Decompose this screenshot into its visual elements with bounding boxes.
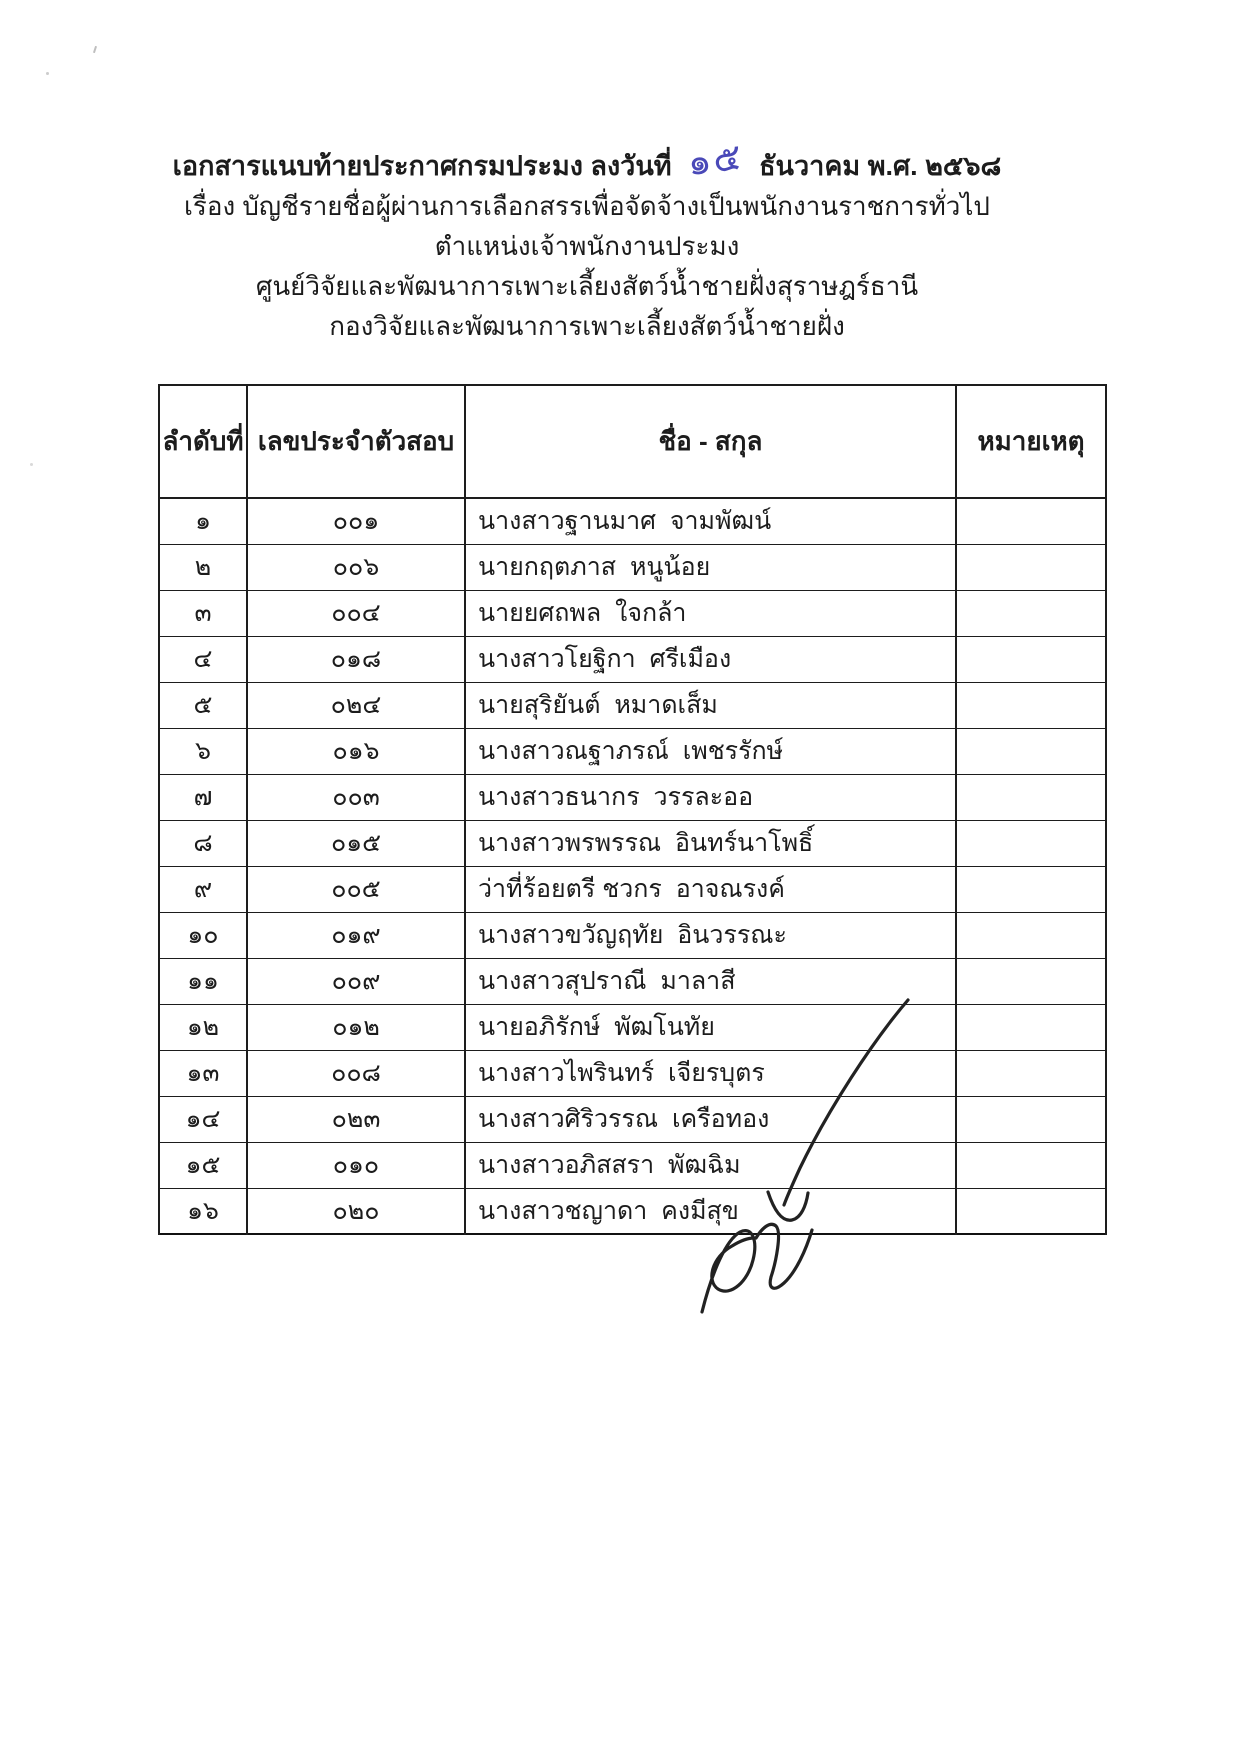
table-row [159,682,1106,728]
scan-speck [46,72,49,75]
header-line-5: กองวิจัยและพัฒนาการเพาะเลี้ยงสัตว์น้ำชายฝั่ง [329,311,845,341]
header-line1-prefix: เอกสารแนบท้ายประกาศกรมประมง ลงวันที่ [172,151,672,181]
table-row [159,544,1106,590]
cell-no: ๑๐ [159,912,247,958]
cell-note [956,866,1106,912]
cell-note [956,820,1106,866]
cell-name: นางสาวชญาดา คงมีสุข [465,1188,956,1234]
cell-id: ๐๑๒ [247,1004,465,1050]
cell-no: ๗ [159,774,247,820]
cell-no: ๒ [159,544,247,590]
cell-name: นายสุริยันต์ หมาดเส็ม [465,682,956,728]
cell-note [956,774,1106,820]
cell-id: ๐๒๐ [247,1188,465,1234]
table-row [159,774,1106,820]
header-line-3: ตำแหน่งเจ้าพนักงานประมง [434,231,740,261]
table-row [159,912,1106,958]
col-header-exam-id: เลขประจำตัวสอบ [247,385,465,498]
cell-id: ๐๐๔ [247,590,465,636]
cell-name: นายยศถพล ใจกล้า [465,590,956,636]
table-row [159,820,1106,866]
cell-id: ๐๒๓ [247,1096,465,1142]
cell-no: ๖ [159,728,247,774]
signature-loop-stroke [702,1231,755,1312]
cell-id: ๐๐๓ [247,774,465,820]
handwritten-date: ๑๕ [684,135,745,184]
cell-note [956,498,1106,544]
cell-note [956,728,1106,774]
cell-note [956,1096,1106,1142]
cell-id: ๐๐๘ [247,1050,465,1096]
cell-name: นางสาวฐานมาศ จามพัฒน์ [465,498,956,544]
header-line-1 [0,135,1174,186]
col-header-remark: หมายเหตุ [956,385,1106,498]
header-line1-suffix: ธันวาคม พ.ศ. ๒๕๖๘ [759,151,1002,181]
cell-id: ๐๒๔ [247,682,465,728]
table-header-row [159,385,1106,498]
cell-note [956,682,1106,728]
cell-no: ๑๕ [159,1142,247,1188]
cell-no: ๑๒ [159,1004,247,1050]
cell-name: นางสาวโยฐิกา ศรีเมือง [465,636,956,682]
cell-id: ๐๐๑ [247,498,465,544]
cell-note [956,912,1106,958]
cell-name: นางสาวขวัญฤทัย อินวรรณะ [465,912,956,958]
cell-no: ๙ [159,866,247,912]
cell-note [956,544,1106,590]
cell-id: ๐๐๙ [247,958,465,1004]
cell-id: ๐๑๖ [247,728,465,774]
cell-name: ว่าที่ร้อยตรี ชวกร อาจณรงค์ [465,866,956,912]
document-header [0,135,1174,346]
scan-speck [93,46,97,53]
cell-name: นายกฤตภาส หนูน้อย [465,544,956,590]
cell-note [956,958,1106,1004]
cell-no: ๘ [159,820,247,866]
cell-no: ๑๑ [159,958,247,1004]
cell-id: ๐๑๙ [247,912,465,958]
cell-no: ๑๔ [159,1096,247,1142]
cell-name: นางสาวณฐาภรณ์ เพชรรักษ์ [465,728,956,774]
cell-note [956,1142,1106,1188]
table-row [159,866,1106,912]
cell-no: ๑ [159,498,247,544]
cell-name: นางสาวไพรินทร์ เจียรบุตร [465,1050,956,1096]
cell-name: นางสาวธนากร วรรละออ [465,774,956,820]
cell-no: ๕ [159,682,247,728]
cell-name: นางสาวอภิสสรา พัฒฉิม [465,1142,956,1188]
cell-id: ๐๐๖ [247,544,465,590]
cell-note [956,1004,1106,1050]
cell-note [956,590,1106,636]
table-row [159,636,1106,682]
col-header-name: ชื่อ - สกุล [465,385,956,498]
signature-long-stroke [784,1000,908,1205]
cell-note [956,1188,1106,1234]
cell-no: ๑๓ [159,1050,247,1096]
handwritten-signature [560,980,960,1380]
scan-speck [30,463,33,466]
cell-no: ๓ [159,590,247,636]
cell-id: ๐๑๕ [247,820,465,866]
cell-id: ๐๑๘ [247,636,465,682]
cell-note [956,1050,1106,1096]
cell-id: ๐๐๕ [247,866,465,912]
signature-tail-stroke [756,1224,812,1288]
table-row [159,498,1106,544]
cell-no: ๑๖ [159,1188,247,1234]
cell-no: ๔ [159,636,247,682]
cell-name: นางสาวสุปราณี มาลาสี [465,958,956,1004]
header-line-4: ศูนย์วิจัยและพัฒนาการเพาะเลี้ยงสัตว์น้ำชายฝั่งสุราษฎร์ธานี [255,271,919,301]
table-row [159,590,1106,636]
table-row [159,728,1106,774]
cell-name: นางสาวศิริวรรณ เครือทอง [465,1096,956,1142]
cell-note [956,636,1106,682]
col-header-order: ลำดับที่ [159,385,247,498]
cell-name: นางสาวพรพรรณ อินทร์นาโพธิ์ [465,820,956,866]
results-table-head [159,385,1106,498]
cell-id: ๐๑๐ [247,1142,465,1188]
header-line-2: เรื่อง บัญชีรายชื่อผู้ผ่านการเลือกสรรเพื่อจัดจ้างเป็นพนักงานราชการทั่วไป [184,191,990,221]
cell-name: นายอภิรักษ์ พัฒโนทัย [465,1004,956,1050]
